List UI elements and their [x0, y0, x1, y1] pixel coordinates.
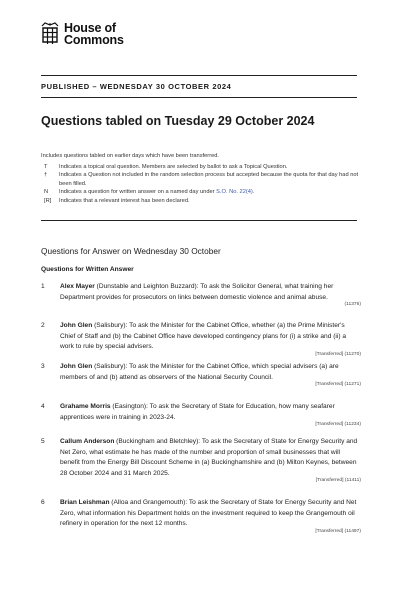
question-text: To ask the Minister for the Cabinet Office, which special advisers (a) are members of and (b) attend as observers of the National Security Council. — [60, 363, 339, 381]
member-name: Callum Anderson — [60, 438, 115, 445]
question-number: 3 — [41, 363, 45, 370]
question-ref-number: (11270) — [344, 351, 361, 357]
question-text: To ask the Minister for the Cabinet Office, whether (a) the Prime Minister's Chief of Staff and (b) the Cabinet Office have developed contingency plans for (i) a strike and (ii) a work to rule by special advisers. — [60, 322, 347, 351]
symbol-key — [41, 163, 361, 205]
question-number: 4 — [41, 403, 45, 410]
question-ref-number: (11271) — [344, 382, 361, 388]
question-body — [60, 282, 361, 309]
constituency: (Alloa and Grangemouth): — [109, 499, 188, 506]
constituency: (Easington): — [110, 403, 148, 410]
question-number: 5 — [41, 438, 45, 445]
member-name: Grahame Morris — [60, 403, 111, 410]
portcullis-icon — [41, 22, 59, 46]
member-name: John Glen — [60, 363, 93, 370]
question-number: 6 — [41, 499, 45, 506]
question-text: To ask the Secretary of State for Energy Security and Net Zero, what information his Department holds on the investment required to keep the Grangemouth oil refinery in operation for the next 12 months. — [60, 499, 357, 528]
question-number: 2 — [41, 322, 45, 329]
key-row-topical — [41, 163, 361, 171]
question-item — [41, 282, 361, 309]
member-name: Alex Mayer — [60, 283, 95, 290]
question-item — [41, 362, 361, 389]
constituency: (Salisbury): — [92, 363, 128, 370]
question-body — [60, 362, 361, 389]
key-symbol: † — [44, 172, 48, 179]
published-divider — [41, 97, 357, 98]
question-text: To ask the Secretary of State for Energy Security and Net Zero, what estimate he has made of the number and proportion of small businesses that will benefit from the Energy Bill Discount Scheme in (a) Buckinghamshire and (b) Milton Keynes, between 28 October 2024 and 31 March 2025. — [60, 438, 358, 477]
key-text: Indicates a question for written answer on a named day under — [59, 189, 215, 196]
logo-line-2: Commons — [64, 33, 124, 47]
question-ref-number: (11497) — [344, 528, 361, 534]
constituency: (Dunstable and Leighton Buzzard): — [94, 283, 199, 290]
subheading: Questions for Written Answer — [41, 266, 134, 273]
key-row-named-day — [41, 188, 361, 196]
section-title: Questions for Answer on Wednesday 30 October — [41, 246, 221, 256]
member-name: Brian Leishman — [60, 499, 110, 506]
question-ref-number: (11234) — [344, 422, 361, 428]
question-ref-number: (11411) — [344, 478, 361, 484]
published-date: PUBLISHED – WEDNESDAY 30 OCTOBER 2024 — [41, 82, 232, 91]
key-text: Indicates that a relevant interest has been declared. — [59, 197, 190, 204]
question-item — [41, 437, 361, 485]
key-divider — [41, 220, 357, 221]
question-item — [41, 402, 361, 429]
page-title: Questions tabled on Tuesday 29 October 2024 — [41, 114, 315, 128]
question-number: 1 — [41, 283, 45, 290]
question-text: To ask the Secretary of State for Education, how many seafarer apprentices were in training in 2023-24. — [60, 403, 335, 421]
question-ref-number: (11376) — [344, 302, 361, 308]
key-text: Indicates a topical oral question. Members are selected by ballot to ask a Topical Question. — [59, 164, 288, 170]
question-status: [Transferred] — [315, 422, 344, 428]
question-item — [41, 321, 361, 359]
intro-note: Includes questions tabled on earlier days which have been transferred. — [41, 153, 220, 159]
question-status: [Transferred] — [315, 478, 344, 484]
house-of-commons-logo — [41, 22, 124, 46]
question-body — [60, 321, 361, 359]
question-item — [41, 498, 361, 536]
question-text: To ask the Solicitor General, what training her Department provides for prosecutors on links between domestic violence and animal abuse. — [60, 283, 334, 301]
key-text: Indicates a Question not included in the random selection process but accepted because the quota for that day had not been filled. — [59, 172, 359, 187]
constituency: (Buckingham and Bletchley): — [114, 438, 201, 445]
key-row-quota — [41, 171, 361, 188]
question-body — [60, 402, 361, 429]
question-body — [60, 437, 361, 485]
logo-line-1: House of — [64, 21, 116, 35]
key-symbol: T — [44, 164, 48, 170]
question-body — [60, 498, 361, 536]
question-status: [Transferred] — [315, 528, 344, 534]
top-divider — [41, 75, 357, 76]
key-row-interest — [41, 197, 361, 205]
standing-order-link[interactable]: S.O. No. 22(4). — [216, 189, 255, 196]
constituency: (Salisbury): — [92, 322, 128, 329]
key-symbol: [R] — [44, 197, 52, 204]
question-status: [Transferred] — [315, 351, 344, 357]
key-text-wrapper — [59, 188, 361, 196]
member-name: John Glen — [60, 322, 93, 329]
question-status: [Transferred] — [315, 382, 344, 388]
key-symbol: N — [44, 189, 49, 196]
